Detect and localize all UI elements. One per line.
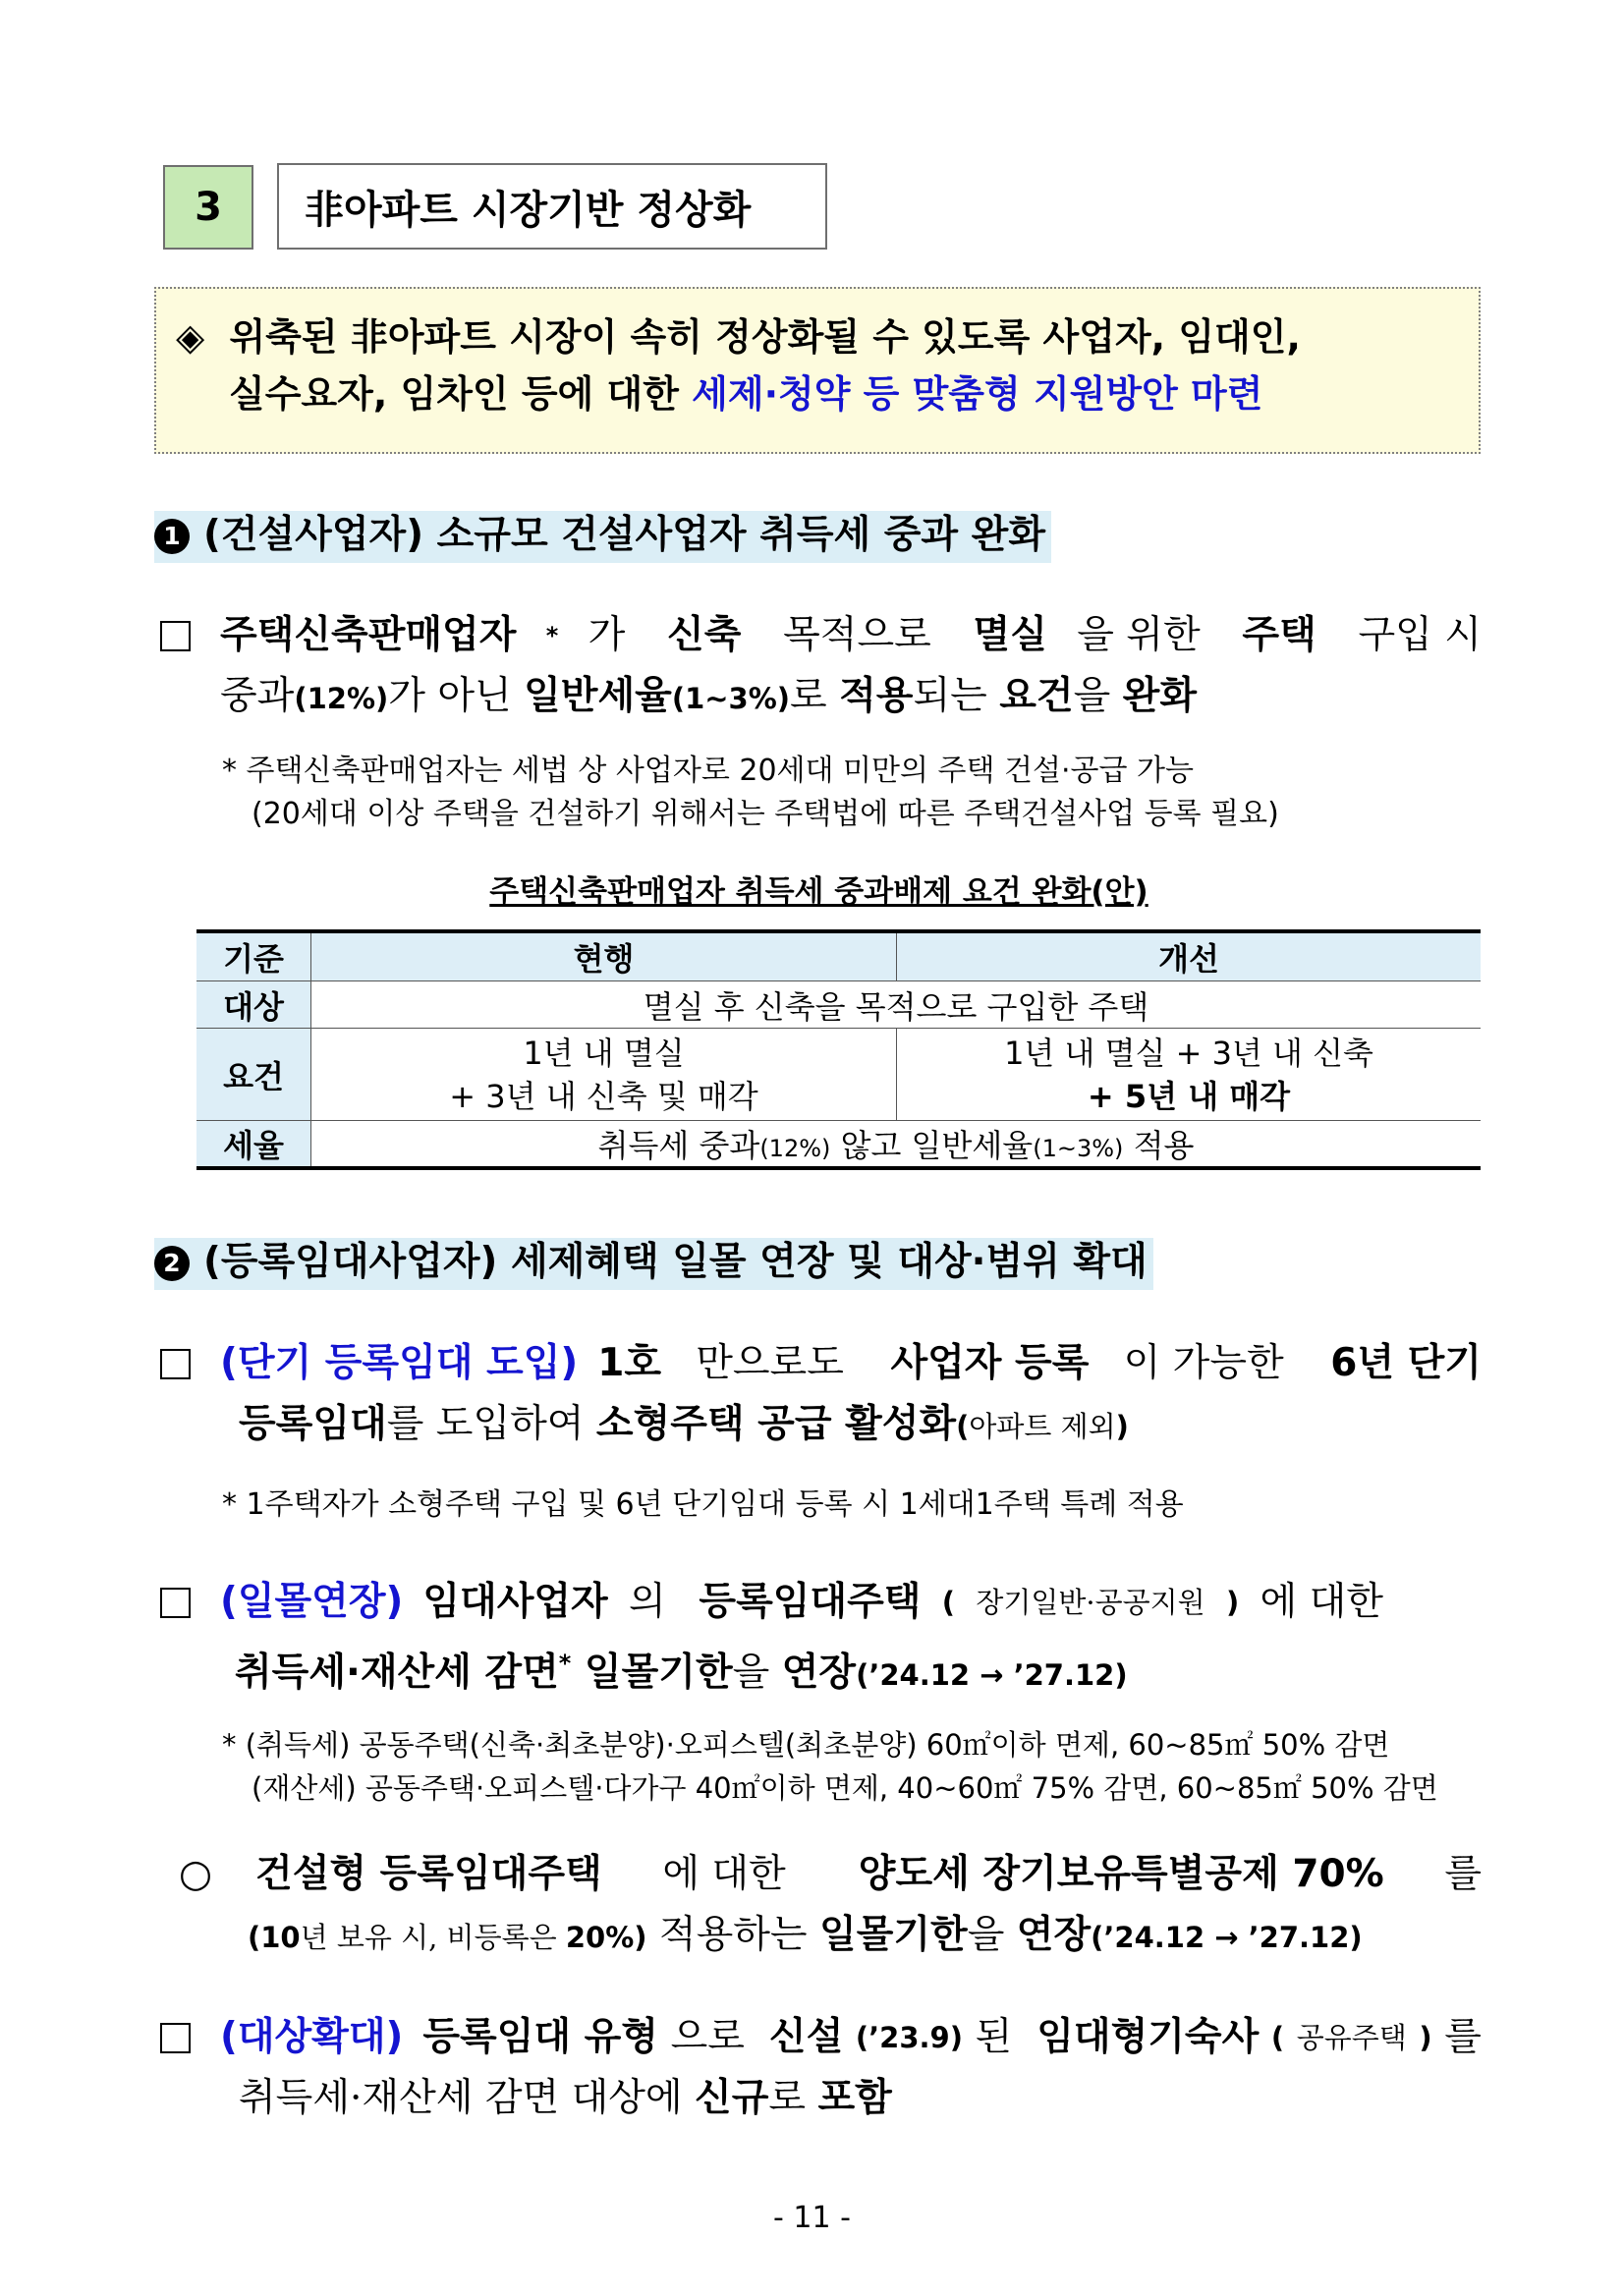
text-run: 된 bbox=[975, 2015, 1025, 2059]
square-bullet-icon bbox=[160, 1349, 191, 1379]
text-run: 주택 bbox=[1242, 613, 1316, 657]
text-run: 의 bbox=[629, 1580, 679, 1624]
text-run: 포함 bbox=[817, 2076, 892, 2120]
text-run: 구입 시 bbox=[1346, 613, 1482, 657]
text-run: 신축 bbox=[667, 613, 742, 657]
text-run: 신설 bbox=[768, 2015, 844, 2059]
item2-bullet-sunset bbox=[160, 1572, 1383, 1706]
target-value: 멸실 후 신축을 목적으로 구입한 주택 bbox=[311, 981, 1482, 1029]
text-run: 임대사업자 bbox=[422, 1580, 608, 1624]
item1-note-2: (20세대 이상 주택을 건설하기 위해서는 주택법에 따른 주택건설사업 등록 필요) bbox=[252, 797, 1279, 831]
item1-line-2 bbox=[160, 666, 1482, 729]
b2-line-2 bbox=[160, 1633, 1383, 1706]
text-run: ( bbox=[1270, 2021, 1285, 2054]
table-header-improved: 개선 bbox=[897, 931, 1482, 981]
text-run: 를 bbox=[1444, 1852, 1482, 1896]
text-run: 요건 bbox=[999, 674, 1074, 718]
text-run: 사업자 등록 bbox=[890, 1341, 1090, 1385]
text-run: ) bbox=[1419, 2021, 1432, 2054]
text-run: 만으로도 bbox=[696, 1341, 857, 1385]
text-run: (’24.12 → ’27.12) bbox=[1091, 1921, 1363, 1954]
row-label-requirement: 요건 bbox=[196, 1029, 311, 1121]
text-run: 일몰기한 bbox=[571, 1651, 733, 1695]
requirement-current-1: 1년 내 멸실 bbox=[523, 1034, 685, 1072]
text-run: 가 아닌 bbox=[388, 674, 525, 718]
text-run: (12%) bbox=[294, 682, 389, 715]
tax-rate-value bbox=[311, 1121, 1482, 1169]
sub-line-1 bbox=[179, 1844, 1482, 1905]
requirement-new-1: 1년 내 멸실 + 3년 내 신축 bbox=[1004, 1034, 1373, 1072]
text-run: 중과 bbox=[220, 674, 295, 718]
tax-rate-c: 않고 일반세율 bbox=[830, 1127, 1034, 1164]
table-header-criteria: 기준 bbox=[196, 931, 311, 981]
text-run: 등록임대주택 bbox=[699, 1580, 922, 1624]
tax-rate-d: (1~3%) bbox=[1033, 1135, 1124, 1162]
text-run: 신규 bbox=[695, 2076, 769, 2120]
summary-highlight: 세제·청약 등 맞춤형 지원방안 마련 bbox=[692, 372, 1263, 416]
text-run: 취득세·재산세 감면 대상에 bbox=[239, 2076, 696, 2120]
text-run: (’24.12 → ’27.12) bbox=[856, 1658, 1128, 1692]
text-run: 를 bbox=[1444, 2015, 1482, 2059]
requirement-current bbox=[311, 1029, 897, 1121]
text-run: 20%) bbox=[565, 1921, 647, 1954]
item1-note-1: * 주택신축판매업자는 세법 상 사업자로 20세대 미만의 주택 건설·공급 가능 bbox=[222, 754, 1194, 788]
summary-text-2: 실수요자, 임차인 등에 대한 bbox=[229, 372, 693, 416]
summary-line-2 bbox=[176, 365, 1479, 422]
text-run: 으로 bbox=[670, 2015, 757, 2059]
row-label-tax-rate: 세율 bbox=[196, 1121, 311, 1169]
text-run: 이 가능한 bbox=[1123, 1341, 1297, 1385]
b3-line-1 bbox=[160, 2007, 1482, 2068]
text-run: 건설형 등록임대주택 bbox=[255, 1852, 602, 1896]
text-run: 공유주택 bbox=[1296, 2021, 1407, 2054]
item1-line-1 bbox=[160, 605, 1482, 666]
item2-heading-text: (등록임대사업자) 세제혜택 일몰 연장 및 대상·범위 확대 bbox=[203, 1240, 1148, 1284]
tax-rate-b: (12%) bbox=[759, 1135, 831, 1162]
text-run: 을 bbox=[1073, 674, 1123, 718]
text-run: (10 bbox=[248, 1921, 301, 1954]
summary-line-1 bbox=[176, 308, 1479, 365]
requirement-current-2: + 3년 내 신축 및 매각 bbox=[449, 1077, 758, 1115]
text-run: 장기일반·공공지원 bbox=[976, 1586, 1205, 1619]
row-label-target: 대상 bbox=[196, 981, 311, 1029]
b2-note-2: (재산세) 공동주택·오피스텔·다가구 40㎡이하 면제, 40~60㎡ 75% 감면, 60~85㎡ 50% 감면 bbox=[252, 1771, 1438, 1805]
b1-tag: (단기 등록임대 도입) bbox=[220, 1341, 579, 1385]
item1-heading bbox=[154, 504, 1051, 559]
item2-sub-bullet bbox=[179, 1844, 1482, 1968]
text-run: 연장 bbox=[781, 1651, 857, 1695]
summary-text-1: 위축된 非아파트 시장이 속히 정상화될 수 있도록 사업자, 임대인, bbox=[229, 315, 1301, 359]
text-run: 에 대한 bbox=[662, 1852, 799, 1896]
text-run: 아파트 제외 bbox=[969, 1410, 1116, 1443]
text-run: ) bbox=[1225, 1586, 1240, 1619]
text-run: 를 도입하여 bbox=[386, 1402, 596, 1446]
b1-note: * 1주택자가 소형주택 구입 및 6년 단기임대 등록 시 1세대1주택 특례 적용 bbox=[222, 1487, 1184, 1522]
square-bullet-icon bbox=[160, 621, 191, 651]
text-run: 년 보유 시, 비등록은 bbox=[300, 1921, 566, 1954]
text-run: 로 bbox=[768, 2076, 818, 2120]
requirement-new-2: + 5년 내 매각 bbox=[1087, 1077, 1291, 1115]
number-circle-icon: 2 bbox=[154, 1246, 190, 1281]
item1-paragraph bbox=[160, 605, 1482, 729]
page-number: - 11 - bbox=[773, 2201, 851, 2235]
text-run: 임대형기숙사 bbox=[1036, 2015, 1260, 2059]
text-run: 주택신축판매업자 bbox=[220, 613, 517, 657]
text-run: 가 bbox=[588, 613, 638, 657]
square-bullet-icon bbox=[160, 1588, 191, 1618]
square-bullet-icon bbox=[160, 2023, 191, 2053]
text-run: 연장 bbox=[1016, 1913, 1092, 1957]
text-run: 목적으로 bbox=[770, 613, 944, 657]
number-circle-icon: 1 bbox=[154, 519, 190, 554]
b3-tag: (대상확대) bbox=[220, 2015, 404, 2059]
text-run: 적용하는 bbox=[646, 1913, 820, 1957]
b2-tag: (일몰연장) bbox=[220, 1580, 404, 1624]
item1-heading-text: (건설사업자) 소규모 건설사업자 취득세 중과 완화 bbox=[203, 513, 1046, 557]
tax-rate-a: 취득세 중과 bbox=[597, 1127, 760, 1164]
comparison-table bbox=[196, 929, 1481, 1170]
table-title: 주택신축판매업자 취득세 중과배제 요건 완화(안) bbox=[489, 874, 1148, 910]
b2-line-1 bbox=[160, 1572, 1383, 1633]
text-run: (1~3%) bbox=[671, 682, 791, 715]
text-run: 적용 bbox=[839, 674, 914, 718]
text-run: 취득세·재산세 감면 bbox=[235, 1651, 559, 1695]
text-run: ( bbox=[956, 1410, 970, 1443]
text-run: 을 위한 bbox=[1077, 613, 1213, 657]
text-run: 소형주택 공급 활성화 bbox=[595, 1402, 957, 1446]
text-run: 1호 bbox=[597, 1341, 662, 1385]
text-run: 6년 단기 bbox=[1330, 1341, 1482, 1385]
table-header-current: 현행 bbox=[311, 931, 897, 981]
text-run: ( bbox=[941, 1586, 956, 1619]
tax-rate-e: 적용 bbox=[1123, 1127, 1195, 1164]
item2-bullet-short-term bbox=[160, 1333, 1482, 1457]
text-run: 을 bbox=[732, 1651, 782, 1695]
text-run: 등록임대 bbox=[239, 1402, 387, 1446]
section-title: 非아파트 시장기반 정상화 bbox=[277, 163, 827, 250]
circle-bullet-icon: ○ bbox=[179, 1852, 213, 1896]
b1-line-2 bbox=[160, 1394, 1482, 1457]
requirement-new bbox=[897, 1029, 1482, 1121]
text-run: 되는 bbox=[913, 674, 1000, 718]
text-run: 일몰기한 bbox=[819, 1913, 968, 1957]
b1-line-1 bbox=[160, 1333, 1482, 1394]
text-run: 완화 bbox=[1122, 674, 1198, 718]
text-run: 등록임대 유형 bbox=[422, 2015, 658, 2059]
text-run: 멸실 bbox=[973, 613, 1047, 657]
section-number: 3 bbox=[163, 165, 253, 250]
text-run: 에 대한 bbox=[1260, 1580, 1383, 1624]
text-run: 을 bbox=[967, 1913, 1017, 1957]
text-run: * bbox=[558, 1650, 572, 1677]
text-run: ) bbox=[1115, 1410, 1129, 1443]
item2-bullet-expansion bbox=[160, 2007, 1482, 2129]
b2-note-1: * (취득세) 공동주택(신축·최초분양)·오피스텔(최초분양) 60㎡이하 면제, 60~85㎡ 50% 감면 bbox=[222, 1728, 1390, 1762]
text-run: * bbox=[545, 622, 559, 649]
text-run: 일반세율 bbox=[524, 674, 672, 718]
b3-line-2 bbox=[160, 2068, 1482, 2129]
text-run: (’23.9) bbox=[855, 2021, 963, 2054]
text-run: 양도세 장기보유특별공제 70% bbox=[858, 1852, 1384, 1896]
summary-box bbox=[154, 287, 1481, 454]
diamond-bullet-icon: ◈ bbox=[176, 315, 205, 359]
text-run: 로 bbox=[790, 674, 840, 718]
item2-heading bbox=[154, 1231, 1153, 1286]
sub-line-2 bbox=[179, 1905, 1482, 1968]
